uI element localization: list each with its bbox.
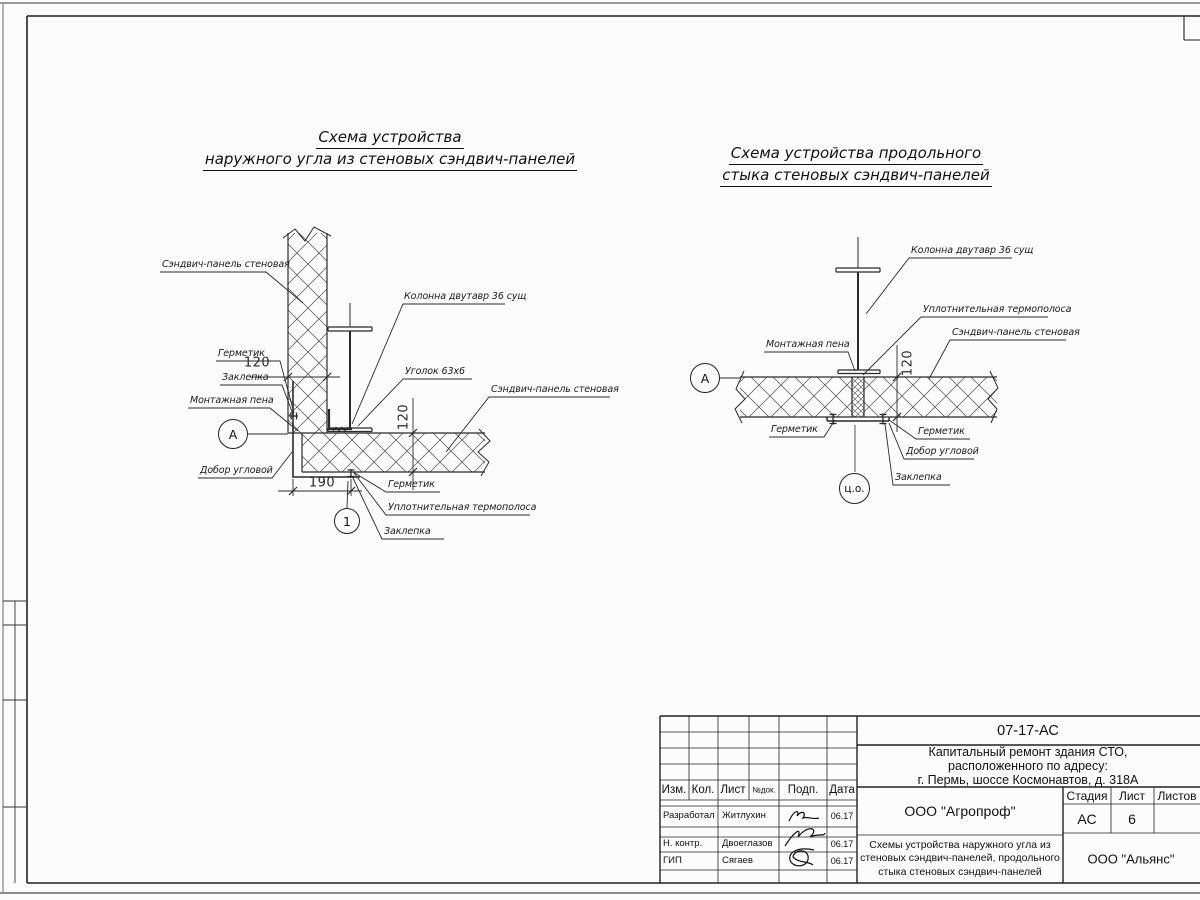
col-header-data: Дата [829, 784, 855, 796]
row-date-developer: 06.17 [830, 811, 854, 821]
col-header-list: Лист [720, 784, 746, 796]
col-header-ndok: №док. [752, 785, 776, 795]
signature-gip [782, 845, 826, 871]
right-title-line2: стыка стеновых сэндвич-панелей [720, 166, 992, 187]
row-date-ncontrol: 06.17 [830, 839, 854, 849]
col-header-izm: Изм. [661, 784, 687, 796]
dim-190: 190 [308, 475, 336, 491]
label-rivet-3: Заклепка [895, 472, 942, 483]
margin-stamp [3, 601, 27, 883]
label-rivet-2: Заклепка [384, 526, 431, 537]
node-marker-a-2: А [690, 363, 720, 393]
label-thermal-strip: Уплотнительная термополоса [388, 502, 537, 513]
label-sandwich-panel-2: Сэндвич-панель стеновая [491, 384, 619, 395]
doc-number: 07-17-АС [997, 723, 1059, 739]
left-title-line1: Схема устройства [316, 128, 463, 149]
right-diagram-title [700, 144, 1012, 187]
stage-value: АС [1077, 811, 1097, 827]
row-role-gip: ГИП [663, 855, 682, 866]
label-angle: Уголок 63х6 [405, 366, 465, 377]
node-marker-a: А [218, 419, 248, 449]
sheets-label: Листов [1157, 789, 1197, 803]
col-header-podp: Подп. [787, 784, 819, 796]
label-column-ibeam-2: Колонна двутавр 36 сущ [911, 245, 1034, 256]
dim-120-horizontal: 120 [243, 355, 271, 371]
row-name-ncontrol: Двоеглазов [722, 838, 773, 849]
col-header-kol: Кол. [691, 784, 715, 796]
label-mounting-foam: Монтажная пена [190, 395, 274, 406]
label-sandwich-panel-3: Сэндвич-панель стеновая [952, 327, 1080, 338]
project-name-line1: Капитальный ремонт здания СТО, [928, 745, 1128, 759]
label-corner-trim-2: Добор угловой [906, 446, 979, 457]
right-title-line1: Схема устройства продольного [729, 144, 983, 165]
project-name-line2: расположенного по адресу: [948, 759, 1108, 773]
row-name-developer: Житлухин [722, 810, 766, 821]
dim-120-vertical: 120 [396, 403, 412, 431]
project-name-line3: г. Пермь, шоссе Космонавтов, д. 318А [917, 773, 1139, 787]
dim-120-vertical-2: 120 [900, 349, 916, 377]
org-name: ООО "Агропроф" [904, 803, 1016, 819]
center-axis-marker: ц.о. [839, 473, 870, 504]
label-corner-trim: Добор угловой [200, 465, 273, 476]
label-thermal-strip-2: Уплотнительная термополоса [923, 304, 1072, 315]
label-sealant-4: Герметик [918, 426, 965, 437]
label-sealant-3: Герметик [771, 424, 818, 435]
detail-marker-1: 1 [334, 508, 360, 534]
label-sandwich-panel: Сэндвич-панель стеновая [162, 259, 290, 270]
label-column-ibeam: Колонна двутавр 36 сущ [404, 291, 527, 302]
left-diagram-title [190, 128, 590, 171]
left-title-line2: наружного угла из стеновых сэндвич-панелей [203, 150, 577, 171]
sheet-label: Лист [1118, 789, 1146, 803]
contractor-name: ООО "Альянс" [1087, 851, 1175, 867]
left-diagram-linework [160, 227, 610, 539]
sheet-title: Схемы устройства наружного угла из стеновых сэндвич-панелей, продольного стыка стеновых сэндвич-панелей [860, 838, 1060, 878]
row-role-developer: Разработал [663, 810, 715, 821]
label-rivet: Заклепка [222, 372, 269, 383]
right-diagram-linework [720, 237, 1066, 485]
label-sealant-2: Герметик [388, 479, 435, 490]
signature-developer [786, 807, 824, 825]
row-name-gip: Сягаев [722, 855, 753, 866]
stage-label: Стадия [1066, 789, 1108, 803]
label-mounting-foam-2: Монтажная пена [766, 339, 850, 350]
label-sealant: Герметик [218, 348, 265, 359]
sheet-value: 6 [1128, 811, 1136, 827]
row-role-ncontrol: Н. контр. [663, 838, 703, 849]
row-date-gip: 06.17 [830, 856, 854, 866]
